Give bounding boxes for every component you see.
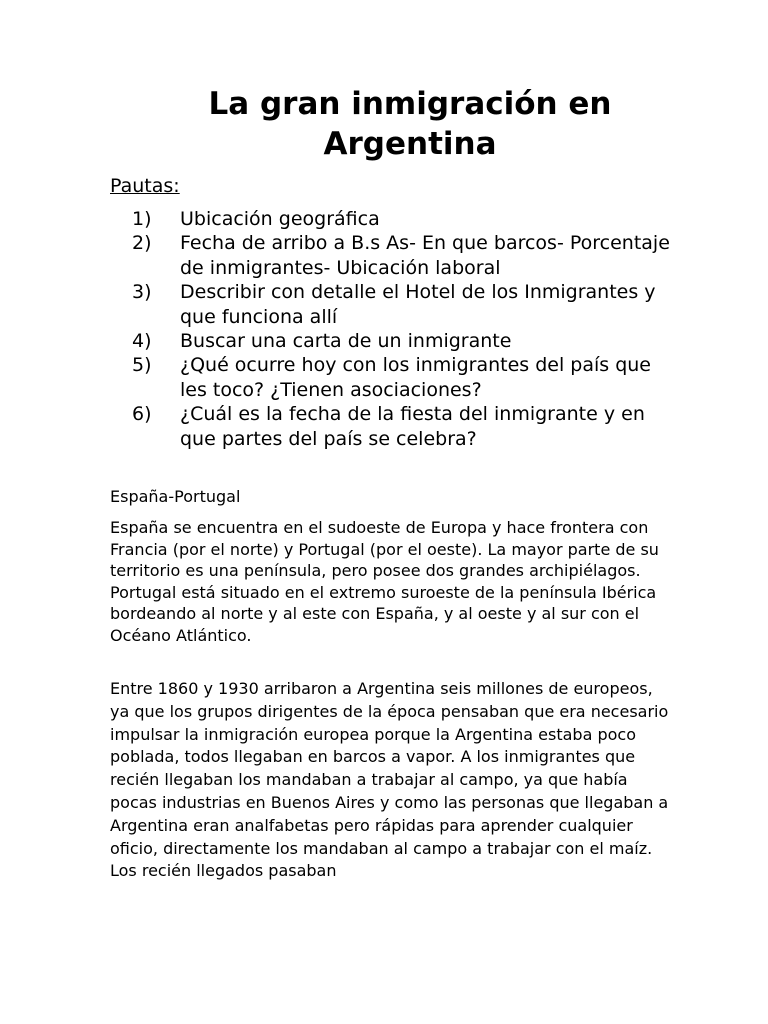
list-item-text: ¿Qué ocurre hoy con los inmigrantes del país que les toco? ¿Tienen asociaciones? [180,354,651,401]
paragraph-immigration: Entre 1860 y 1930 arribaron a Argentina seis millones de europeos, ya que los grupos dirigentes de la época pensaban que era necesario impulsar la inmigración europea porque la Argentina estaba poco poblada, todos llegaban en barcos a vapor. A los inmigrantes que recién llegaban los mandaban a trabajar al campo, ya que había pocas industrias en Buenos Aires y como las personas que llegaban a Argentina eran analfabetas pero rápidas para aprender cualquier oficio, directamente los mandaban al campo a trabajar con el maíz. Los recién llegados pasaban [110,679,669,881]
list-item [110,353,670,402]
list-item-number: 3) [132,281,152,304]
list-item-text: Ubicación geográfica [180,208,380,230]
list-item [110,402,670,451]
list-item [110,329,670,353]
list-item-text: Describir con detalle el Hotel de los Inmigrantes y que funciona allí [180,281,656,328]
list-item-number: 6) [132,403,152,426]
list-item-text: ¿Cuál es la fecha de la fiesta del inmigrante y en que partes del país se celebra? [180,403,645,450]
pautas-label: Pautas: [110,175,180,197]
section-heading: España-Portugal [110,487,241,506]
list-item-number: 2) [132,232,152,255]
title-line-1: La gran inmigración en [208,86,612,122]
page-title [110,84,710,164]
list-item [110,207,670,231]
paragraph-geography: España se encuentra en el sudoeste de Europa y hace frontera con Francia (por el norte) y Portugal (por el oeste). La mayor parte de su territorio es una península, pero posee dos grandes archipiélagos. Portugal está situado en el extremo suroeste de la península Ibérica bordeando al norte y al este con España, y al oeste y al sur con el Océano Atlántico. [110,518,659,645]
list-item [110,231,670,280]
list-item-number: 4) [132,330,152,353]
list-item-text: Fecha de arribo a B.s As- En que barcos- Porcentaje de inmigrantes- Ubicación laboral [180,232,670,279]
list-item-text: Buscar una carta de un inmigrante [180,330,512,353]
title-line-2: Argentina [323,126,497,162]
list-item-number: 5) [132,354,152,377]
list-item [110,280,670,329]
list-item-number: 1) [132,208,152,230]
guidelines-list [110,207,670,451]
